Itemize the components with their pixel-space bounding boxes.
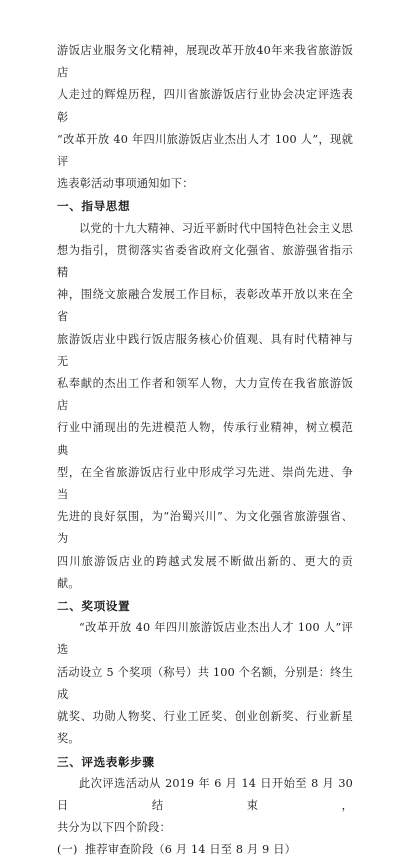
document-body (57, 40, 353, 862)
body-line: 活动设立 5 个奖项（称号）共 100 个名额，分别是：终生成 (57, 665, 353, 701)
intro-line: “改革开放 40 年四川旅游饭店业杰出人才 100 人”，现就评 (57, 132, 353, 169)
intro-line: 游饭店业服务文化精神，展现改革开放40年来我省旅游饭店 (57, 44, 353, 80)
section-heading: 三、评选表彰步骤 (57, 754, 155, 769)
subsection-label: (一) (57, 843, 78, 857)
body-line: 共分为以下四个阶段： (57, 821, 171, 835)
body-line: 私奉献的杰出工作者和领军人物，大力宣传在我省旅游饭店 (57, 377, 353, 413)
section-awards (57, 595, 353, 750)
body-line: 旅游饭店业中践行饭店服务核心价值观、具有时代精神与无 (57, 332, 353, 368)
subsection-line (57, 839, 353, 861)
body-line: 型，在全省旅游饭店行业中形成学习先进、崇尚先进、争当 (57, 465, 353, 502)
body-line: 行业中涌现出的先进模范人物，传承行业精神，树立模范典 (57, 421, 353, 457)
intro-line: 人走过的辉煌历程，四川省旅游饭店行业协会决定评选表彰 (57, 88, 353, 124)
section-selection-steps (57, 751, 353, 840)
body-line: 此次评选活动从 2019 年 6 月 14 日开始至 8 月 30 日结束， (57, 776, 353, 812)
body-line: 四川旅游饭店业的跨越式发展不断做出新的、更大的贡献。 (57, 554, 353, 590)
section-heading: 一、指导思想 (57, 199, 131, 214)
subsection-text: 推荐审查阶段（6 月 14 日至 8 月 9 日） (85, 843, 296, 857)
section-guiding-ideology (57, 195, 353, 595)
body-line: 就奖、功勋人物奖、行业工匠奖、创业创新奖、行业新星奖。 (57, 710, 353, 746)
body-line: 想为指引，贯彻落实省委省政府文化强省、旅游强省指示精 (57, 243, 353, 280)
body-line: 神，围绕文旅融合发展工作目标，表彰改革开放以来在全省 (57, 288, 353, 324)
body-line: 以党的十九大精神、习近平新时代中国特色社会主义思 (79, 221, 353, 235)
section-heading: 二、奖项设置 (57, 599, 131, 614)
intro-line: 选表彰活动事项通知如下： (57, 177, 194, 191)
intro-paragraph (57, 40, 353, 195)
body-line: “改革开放 40 年四川旅游饭店业杰出人才 100 人”评选 (57, 621, 353, 657)
body-line: 先进的良好氛围，为“治蜀兴川”、为文化强省旅游强省、为 (57, 510, 353, 546)
